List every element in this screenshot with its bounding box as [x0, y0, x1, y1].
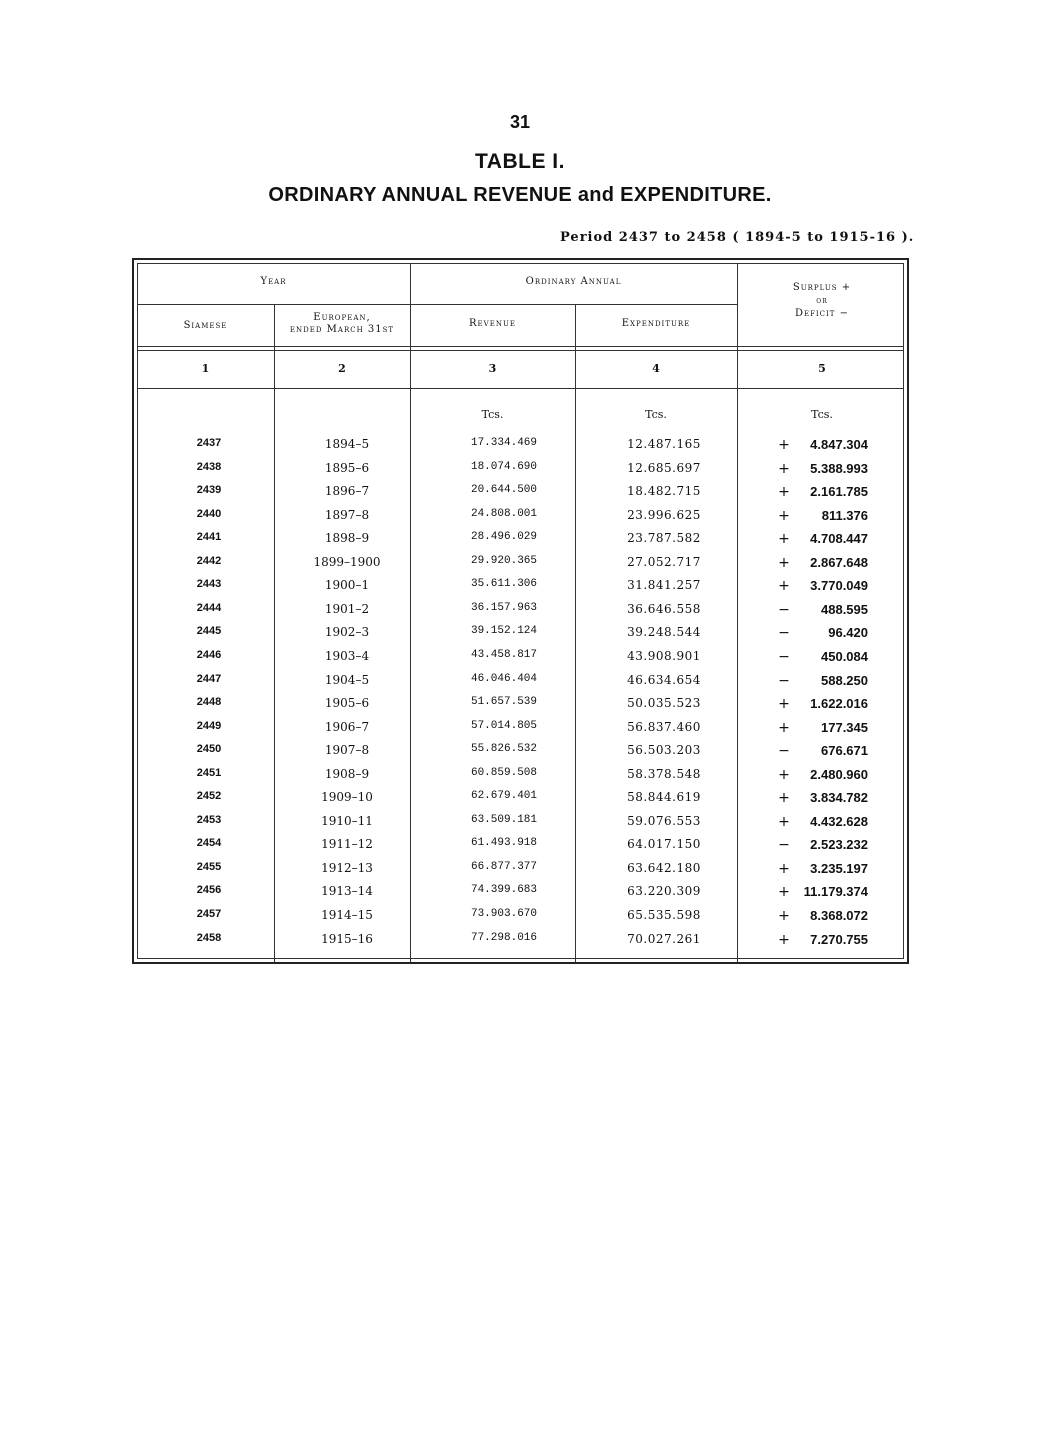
header-revenue: Revenue	[469, 318, 516, 329]
column-number-1: 1	[201, 362, 210, 375]
expenditure-value: 43.908.901	[627, 648, 701, 663]
european-year: 1897–8	[324, 507, 370, 522]
siamese-year: 2447	[196, 672, 222, 685]
surplus-sign: +	[778, 766, 790, 783]
european-year: 1912–13	[321, 860, 373, 875]
siamese-year: 2448	[196, 696, 222, 709]
revenue-value: 60.859.508	[470, 766, 537, 779]
header-or: or	[816, 296, 828, 306]
revenue-table	[132, 258, 909, 964]
expenditure-value: 56.503.203	[627, 743, 701, 758]
surplus-sign: +	[778, 531, 790, 548]
surplus-value: 3.770.049	[810, 578, 868, 594]
page-number: 31	[509, 112, 531, 132]
siamese-year: 2440	[196, 507, 222, 520]
table-row	[134, 625, 911, 648]
siamese-year: 2442	[196, 554, 222, 567]
revenue-value: 29.920.365	[470, 554, 537, 567]
table-row	[134, 602, 911, 625]
european-year: 1909–10	[321, 790, 373, 805]
table-row	[134, 508, 911, 531]
column-number-4: 4	[652, 362, 660, 375]
period-note: Period 2437 to 2458 ( 1894-5 to 1915-16 ).	[560, 230, 915, 245]
siamese-year: 2452	[196, 790, 222, 803]
expenditure-value: 39.248.544	[627, 625, 701, 640]
surplus-value: 4.708.447	[810, 531, 868, 547]
revenue-value: 74.399.683	[470, 884, 537, 897]
expenditure-value: 58.844.619	[627, 790, 701, 805]
surplus-value: 450.084	[821, 648, 868, 664]
surplus-value: 588.250	[821, 672, 868, 688]
revenue-value: 46.046.404	[470, 672, 537, 685]
european-year: 1898–9	[324, 531, 370, 546]
table-row	[134, 555, 911, 578]
revenue-value: 35.611.306	[470, 578, 537, 591]
surplus-value: 2.480.960	[810, 766, 868, 782]
surplus-value: 7.270.755	[810, 931, 868, 947]
siamese-year: 2456	[196, 884, 222, 897]
table-title: TABLE I.	[475, 150, 565, 173]
revenue-value: 18.074.690	[470, 460, 537, 473]
siamese-year: 2455	[196, 860, 222, 873]
table-row	[134, 837, 911, 860]
european-year: 1894–5	[324, 437, 370, 451]
surplus-sign: +	[778, 719, 790, 736]
expenditure-value: 63.642.180	[627, 860, 701, 875]
table-subtitle: ORDINARY ANNUAL REVENUE and EXPENDITURE.	[268, 184, 772, 206]
revenue-value: 61.493.918	[470, 837, 537, 850]
table-row	[134, 461, 911, 484]
european-year: 1902–3	[324, 625, 370, 640]
surplus-sign: +	[778, 931, 790, 948]
siamese-year: 2453	[196, 813, 222, 826]
header-siamese: Siamese	[183, 320, 228, 331]
table-row	[134, 814, 911, 837]
european-year: 1913–14	[321, 884, 373, 899]
table-row	[134, 578, 911, 601]
siamese-year: 2438	[196, 460, 222, 473]
header-expenditure: Expenditure	[621, 318, 691, 329]
surplus-value: 488.595	[821, 601, 868, 617]
column-number-2: 2	[338, 362, 346, 375]
siamese-year: 2450	[196, 743, 222, 756]
surplus-value: 1.622.016	[810, 696, 868, 712]
surplus-value: 2.523.232	[810, 837, 868, 853]
siamese-year: 2444	[196, 601, 222, 614]
european-year: 1896–7	[324, 484, 370, 499]
revenue-value: 43.458.817	[470, 648, 537, 661]
european-year: 1908–9	[324, 766, 370, 781]
surplus-sign: −	[778, 625, 790, 642]
expenditure-value: 63.220.309	[627, 884, 701, 899]
table-row	[134, 696, 911, 719]
revenue-value: 55.826.532	[470, 743, 537, 756]
unit-surplus: Tcs.	[811, 408, 833, 421]
expenditure-value: 23.787.582	[627, 531, 701, 546]
expenditure-value: 31.841.257	[627, 578, 701, 593]
expenditure-value: 12.487.165	[627, 437, 701, 451]
rule-under-headers	[137, 346, 904, 347]
unit-expenditure: Tcs.	[645, 408, 667, 421]
siamese-year: 2457	[196, 908, 222, 920]
revenue-value: 62.679.401	[470, 790, 537, 803]
header-year: Year	[260, 276, 287, 287]
header-deficit: Deficit −	[794, 308, 850, 319]
rule-under-column-numbers	[137, 388, 904, 389]
expenditure-value: 58.378.548	[627, 766, 701, 781]
surplus-sign: +	[778, 860, 790, 877]
column-number-5: 5	[818, 362, 826, 375]
table-row	[134, 649, 911, 672]
rule-under-group-headers	[137, 304, 737, 305]
revenue-value: 20.644.500	[470, 484, 537, 497]
expenditure-value: 23.996.625	[627, 507, 701, 522]
table-row	[134, 743, 911, 766]
table-row	[134, 437, 911, 460]
expenditure-value: 56.837.460	[627, 719, 701, 734]
expenditure-value: 59.076.553	[627, 813, 701, 828]
surplus-sign: +	[778, 790, 790, 807]
expenditure-value: 50.035.523	[627, 696, 701, 711]
siamese-year: 2458	[196, 931, 222, 944]
surplus-value: 3.834.782	[810, 790, 868, 806]
expenditure-value: 12.685.697	[627, 460, 701, 475]
revenue-value: 66.877.377	[470, 860, 537, 873]
surplus-sign: −	[778, 837, 790, 854]
surplus-sign: +	[778, 908, 790, 924]
siamese-year: 2441	[196, 531, 222, 544]
european-year: 1914–15	[321, 908, 373, 922]
european-year: 1895–6	[324, 460, 370, 475]
expenditure-value: 70.027.261	[627, 931, 701, 946]
surplus-sign: +	[778, 484, 790, 501]
european-year: 1907–8	[324, 743, 370, 758]
surplus-sign: +	[778, 554, 790, 571]
table-row	[134, 720, 911, 743]
surplus-value: 11.179.374	[803, 884, 868, 900]
surplus-sign: −	[778, 648, 790, 665]
surplus-value: 96.420	[828, 625, 868, 641]
surplus-value: 676.671	[821, 743, 868, 759]
siamese-year: 2445	[196, 625, 222, 638]
surplus-value: 8.368.072	[810, 908, 868, 923]
table-row	[134, 908, 911, 931]
revenue-value: 24.808.001	[470, 507, 537, 520]
siamese-year: 2454	[196, 837, 222, 850]
siamese-year: 2451	[196, 766, 222, 779]
expenditure-value: 18.482.715	[627, 484, 701, 499]
siamese-year: 2449	[196, 719, 222, 732]
revenue-value: 17.334.469	[470, 437, 537, 449]
siamese-year: 2446	[196, 648, 222, 661]
revenue-value: 63.509.181	[470, 813, 537, 826]
surplus-sign: −	[778, 672, 790, 689]
surplus-sign: +	[778, 578, 790, 595]
table-row	[134, 531, 911, 554]
surplus-sign: +	[778, 460, 790, 477]
european-year: 1915–16	[321, 931, 373, 946]
european-year: 1910–11	[321, 813, 373, 828]
column-number-3: 3	[488, 362, 497, 375]
header-surplus: Surplus +	[792, 282, 852, 293]
european-year: 1900–1	[324, 578, 370, 593]
surplus-value: 5.388.993	[810, 460, 868, 476]
header-european-line2: ended March 31st	[289, 324, 395, 335]
expenditure-value: 64.017.150	[627, 837, 701, 852]
surplus-value: 2.161.785	[810, 484, 868, 500]
european-year: 1904–5	[324, 672, 370, 687]
revenue-value: 57.014.805	[470, 719, 537, 732]
table-row	[134, 767, 911, 790]
european-year: 1906–7	[324, 719, 370, 734]
header-european-line1: European,	[313, 312, 371, 323]
revenue-value: 51.657.539	[470, 696, 537, 709]
table-row	[134, 861, 911, 884]
expenditure-value: 27.052.717	[627, 554, 701, 569]
expenditure-value: 46.634.654	[627, 672, 701, 687]
surplus-value: 811.376	[821, 507, 868, 523]
expenditure-value: 65.535.598	[627, 908, 701, 922]
revenue-value: 28.496.029	[470, 531, 537, 544]
revenue-value: 77.298.016	[470, 931, 537, 944]
surplus-value: 2.867.648	[810, 554, 868, 570]
table-row	[134, 884, 911, 907]
european-year: 1901–2	[324, 601, 370, 616]
surplus-value: 4.432.628	[810, 813, 868, 829]
european-year: 1903–4	[324, 648, 370, 663]
surplus-sign: −	[778, 743, 790, 760]
table-row	[134, 790, 911, 813]
surplus-sign: +	[778, 813, 790, 830]
expenditure-value: 36.646.558	[627, 601, 701, 616]
european-year: 1899–1900	[313, 554, 381, 569]
siamese-year: 2443	[196, 578, 222, 591]
european-year: 1911–12	[321, 837, 373, 852]
surplus-sign: +	[778, 884, 790, 901]
table-row	[134, 932, 911, 955]
table-row	[134, 673, 911, 696]
surplus-sign: −	[778, 601, 790, 618]
header-ordinary-annual: Ordinary Annual	[525, 276, 622, 287]
surplus-sign: +	[778, 437, 790, 453]
revenue-value: 36.157.963	[470, 601, 537, 614]
european-year: 1905–6	[324, 696, 370, 711]
surplus-value: 3.235.197	[810, 860, 868, 876]
rule-under-headers-double	[137, 350, 904, 351]
surplus-sign: +	[778, 696, 790, 713]
siamese-year: 2437	[196, 437, 222, 449]
surplus-value: 4.847.304	[810, 437, 868, 452]
surplus-sign: +	[778, 507, 790, 524]
siamese-year: 2439	[196, 484, 222, 497]
revenue-value: 39.152.124	[470, 625, 537, 638]
unit-revenue: Tcs.	[481, 408, 504, 421]
revenue-value: 73.903.670	[470, 908, 537, 920]
table-row	[134, 484, 911, 507]
surplus-value: 177.345	[821, 719, 868, 735]
